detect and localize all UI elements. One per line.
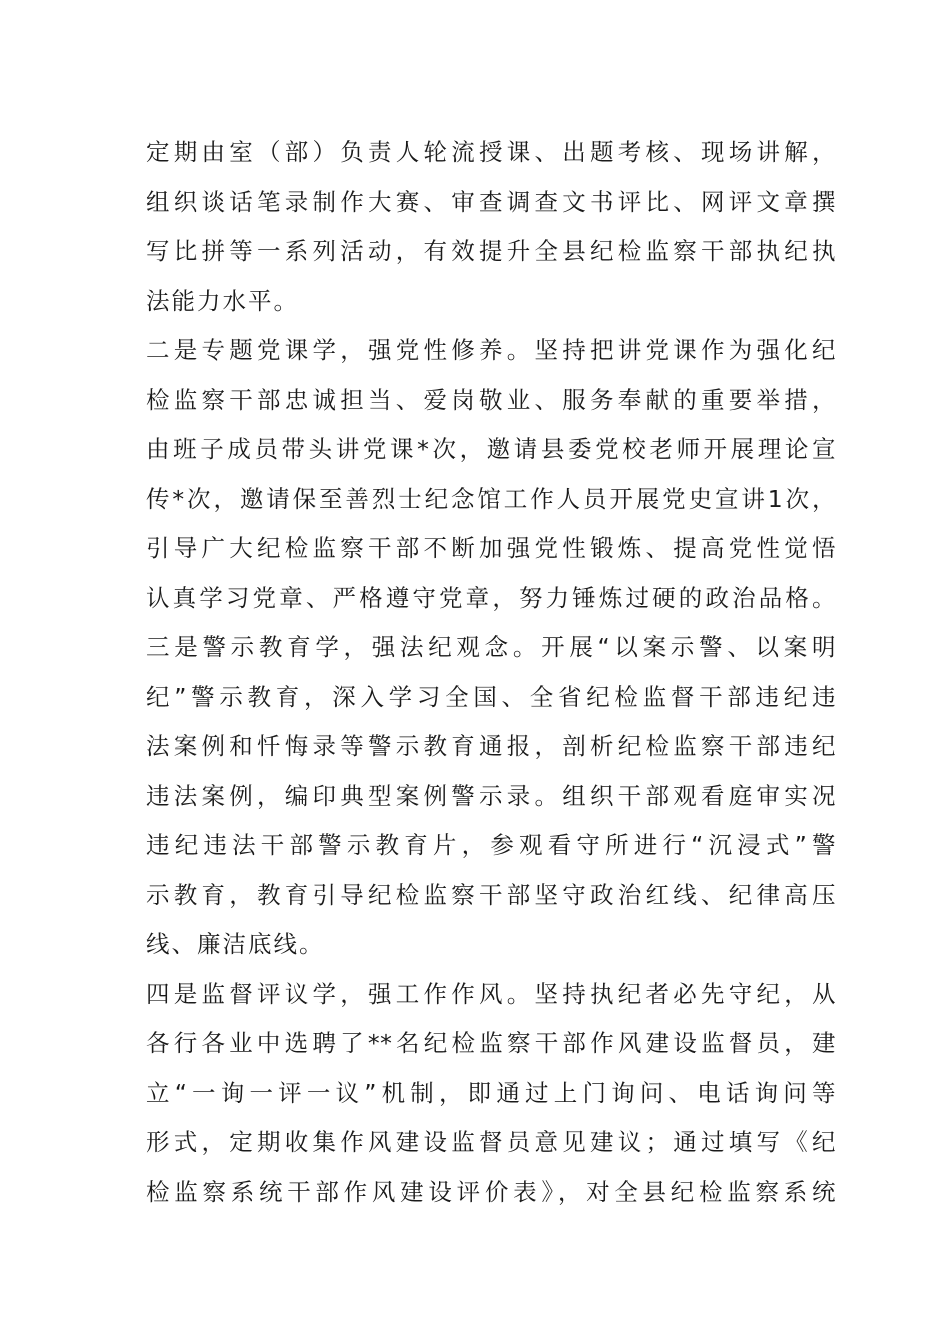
text-line: 形式，定期收集作风建设监督员意见建议；通过填写《纪 bbox=[146, 1128, 836, 1156]
text-line: 三是警示教育学，强法纪观念。开展“以案示警、以案明 bbox=[146, 633, 836, 661]
text-line: 四是监督评议学，强工作作风。坚持执纪者必先守纪，从 bbox=[146, 979, 836, 1008]
text-line: 示教育，教育引导纪检监察干部坚守政治红线、纪律高压 bbox=[146, 880, 836, 909]
text-line: 检监察干部忠诚担当、爱岗敬业、服务奉献的重要举措， bbox=[146, 385, 836, 414]
document-body bbox=[146, 128, 836, 1217]
text-line: 引导广大纪检监察干部不断加强党性锻炼、提高党性觉悟 bbox=[146, 534, 836, 562]
text-line: 各行各业中选聘了**名纪检监察干部作风建设监督员，建 bbox=[146, 1029, 836, 1057]
text-line: 违纪违法干部警示教育片，参观看守所进行“沉浸式”警 bbox=[146, 831, 836, 859]
text-line: 线、廉洁底线。 bbox=[146, 930, 325, 958]
text-line: 法案例和忏悔录等警示教育通报，剖析纪检监察干部违纪 bbox=[146, 732, 836, 760]
text-line: 认真学习党章、严格遵守党章，努力锤炼过硬的政治品格。 bbox=[146, 583, 836, 612]
text-line: 法能力水平。 bbox=[146, 286, 299, 315]
text-line: 定期由室（部）负责人轮流授课、出题考核、现场讲解， bbox=[146, 138, 836, 166]
text-line: 二是专题党课学，强党性修养。坚持把讲党课作为强化纪 bbox=[146, 336, 836, 364]
text-line: 纪”警示教育，深入学习全国、全省纪检监督干部违纪违 bbox=[146, 682, 836, 711]
text-line: 传*次，邀请保至善烈士纪念馆工作人员开展党史宣讲1次， bbox=[146, 484, 836, 513]
text-line: 违法案例，编印典型案例警示录。组织干部观看庭审实况 bbox=[146, 781, 836, 810]
text-line: 写比拼等一系列活动，有效提升全县纪检监察干部执纪执 bbox=[146, 237, 836, 265]
text-line: 由班子成员带头讲党课*次，邀请县委党校老师开展理论宣 bbox=[146, 435, 836, 463]
text-line: 检监察系统干部作风建设评价表》，对全县纪检监察系统 bbox=[146, 1177, 836, 1206]
text-line: 组织谈话笔录制作大赛、审查调查文书评比、网评文章撰 bbox=[146, 187, 836, 216]
text-line: 立“一询一评一议”机制，即通过上门询问、电话询问等 bbox=[146, 1078, 836, 1107]
